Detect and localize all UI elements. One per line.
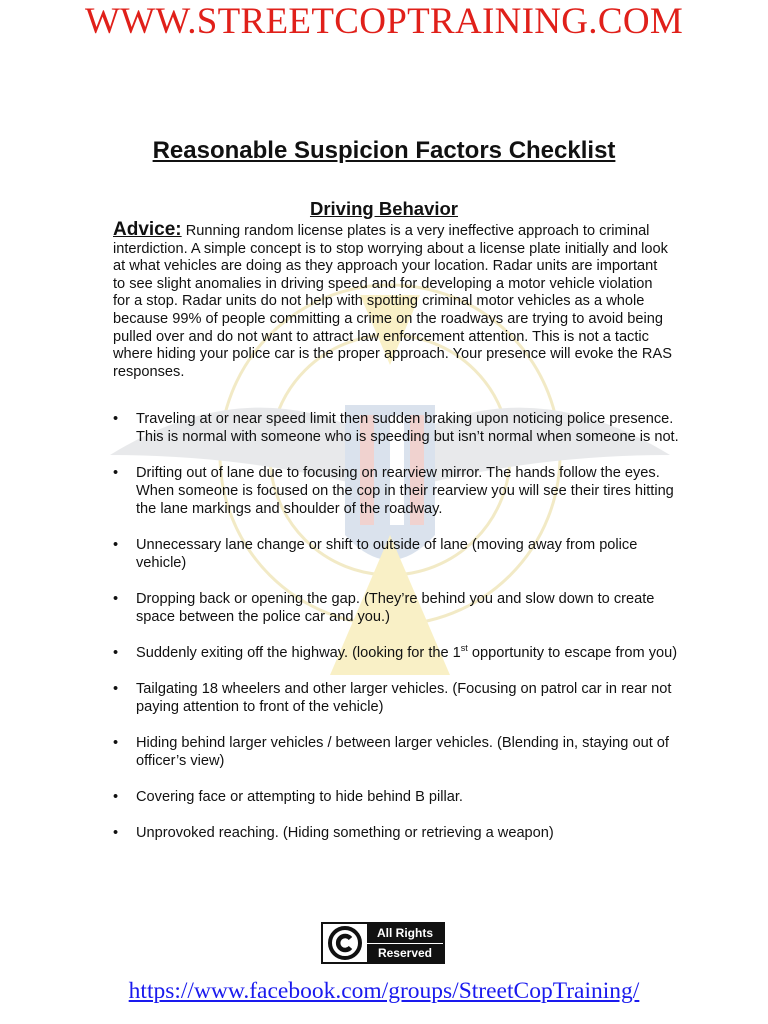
copyright-icon xyxy=(323,924,367,962)
list-item xyxy=(113,680,683,716)
list-item xyxy=(113,734,683,770)
factor-text: Dropping back or opening the gap. (They’re behind you and slow down to create space between the police car and you.) xyxy=(136,591,655,625)
bullet: • xyxy=(113,591,119,607)
factor-list xyxy=(113,410,683,860)
factor-text: Traveling at or near speed limit then sudden braking upon noticing police presence. This is normal with someone who is speeding but isn’t normal when someone is not. xyxy=(136,411,679,445)
bullet: • xyxy=(113,411,119,427)
site-header: WWW.STREETCOPTRAINING.COM xyxy=(84,1,684,42)
list-item xyxy=(113,410,683,446)
bullet: • xyxy=(113,465,119,481)
factor-text: Unnecessary lane change or shift to outside of lane (moving away from police vehicle) xyxy=(136,537,638,571)
bullet: • xyxy=(113,825,119,841)
list-item xyxy=(113,590,683,626)
page-title: Reasonable Suspicion Factors Checklist xyxy=(152,137,616,164)
bullet: • xyxy=(113,735,119,751)
advice-paragraph xyxy=(113,221,673,381)
list-item xyxy=(113,788,683,806)
all-rights-reserved-badge xyxy=(321,922,445,964)
facebook-group-link[interactable]: https://www.facebook.com/groups/StreetCopTraining/ xyxy=(128,978,640,1004)
section-title: Driving Behavior xyxy=(309,198,459,219)
advice-text: Running random license plates is a very ineffective approach to criminal interdiction. A simple concept is to stop worrying about a license plate initially and look at what vehicles are doing as they approach your location. Radar units are important to see slight anomalies in driving speed and for developing a motor vehicle violation for a stop. Radar units do not help with spotting criminal motor vehicles as a whole because 99% of people committing a crime on the roadways are trying to avoid being pulled over and do not want to attract law enforcement attention. This is not a tactic where hiding your police car is the proper approach. Your presence will evoke the RAS responses. xyxy=(113,223,672,380)
factor-text: Covering face or attempting to hide behind B pillar. xyxy=(136,789,463,805)
badge-line-2: Reserved xyxy=(377,946,433,960)
bullet: • xyxy=(113,789,119,805)
factor-text: Unprovoked reaching. (Hiding something or retrieving a weapon) xyxy=(136,825,554,841)
factor-text: Drifting out of lane due to focusing on rearview mirror. The hands follow the eyes. When someone is focused on the cop in their rearview you will see their tires hitting the lane markings and shoulder of the roadway. xyxy=(136,465,674,517)
bullet: • xyxy=(113,681,119,697)
list-item xyxy=(113,824,683,842)
bullet: • xyxy=(113,645,119,661)
factor-text-rest: opportunity to escape from you) xyxy=(467,645,678,661)
factor-text: Tailgating 18 wheelers and other larger vehicles. (Focusing on patrol car in rear not paying attention to front of the vehicle) xyxy=(136,681,672,715)
factor-text: Hiding behind larger vehicles / between larger vehicles. (Blending in, staying out of officer’s view) xyxy=(136,735,669,769)
list-item xyxy=(113,644,683,662)
factor-text: Suddenly exiting off the highway. (looking for the 1 xyxy=(136,645,461,661)
ordinal-suffix: st xyxy=(460,643,468,654)
list-item xyxy=(113,536,683,572)
bullet: • xyxy=(113,537,119,553)
list-item xyxy=(113,464,683,518)
badge-line-1: All Rights xyxy=(367,924,443,944)
advice-label: Advice: xyxy=(113,219,182,240)
